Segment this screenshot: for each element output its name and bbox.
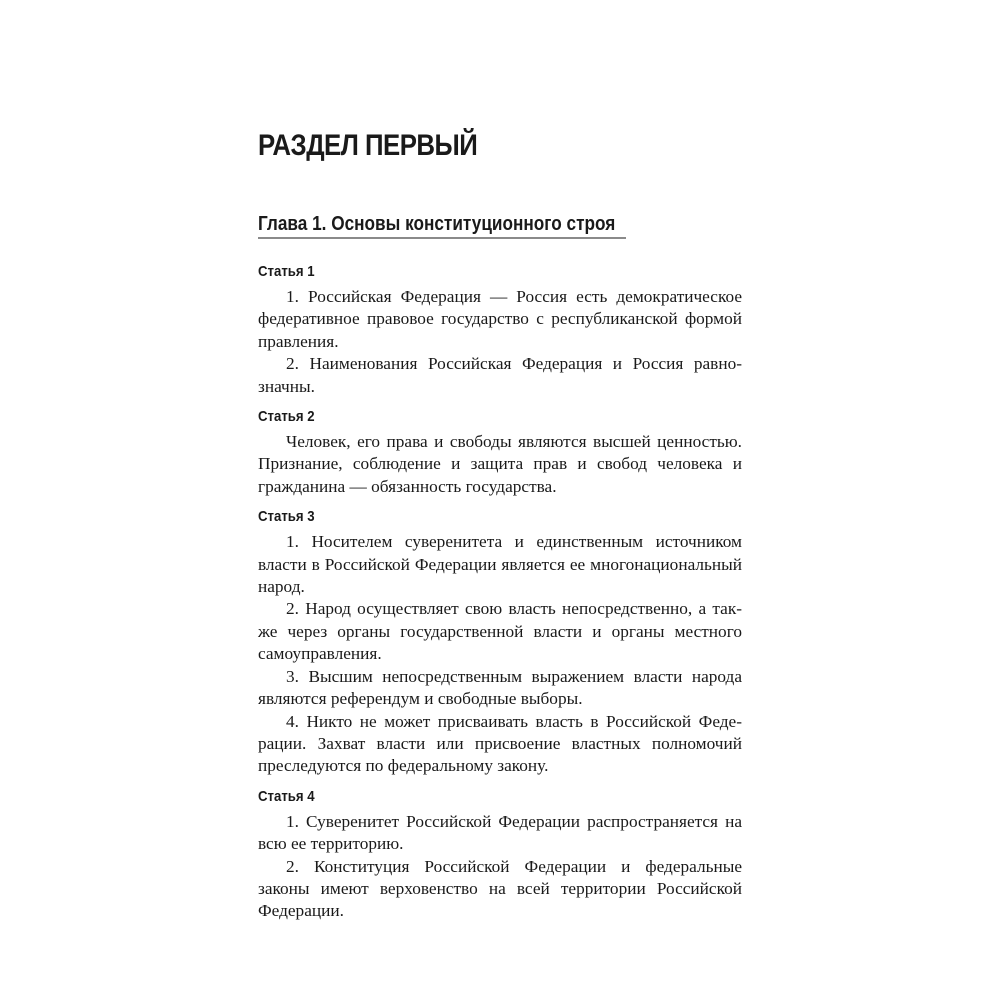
article-1 bbox=[258, 262, 742, 398]
article-paragraph: 2. Наименования Российская Федерация и Россия равнозначны. bbox=[258, 354, 742, 396]
article-paragraph: 1. Носителем суверенитета и единственным источником власти в Российской Федерации является ее многонациональный народ. bbox=[258, 532, 742, 597]
article-heading: Статья 2 bbox=[258, 408, 315, 426]
article-paragraph: 2. Конституция Российской Федерации и федеральные законы имеют верховенство на всей территории Российской Федерации. bbox=[258, 856, 742, 921]
article-3 bbox=[258, 507, 742, 777]
article-heading: Статья 4 bbox=[258, 787, 315, 805]
article-2 bbox=[258, 407, 742, 498]
chapter-title: Глава 1. Основы конституционного строя bbox=[258, 213, 616, 235]
article-4 bbox=[258, 787, 742, 923]
article-paragraph: 4. Никто не может присваивать власть в Российской Федерации. Захват власти или присвоение властных полномочий преследуются по федеральному закону. bbox=[258, 711, 742, 776]
chapter-underline bbox=[258, 237, 626, 239]
article-paragraph: 2. Народ осуществляет свою власть непосредственно, а также через органы государственной власти и органы местного самоуправления. bbox=[258, 599, 742, 664]
article-paragraph: 3. Высшим непосредственным выражением власти народа являются референдум и свободные выборы. bbox=[258, 666, 742, 709]
article-paragraph: 1. Российская Федерация — Россия есть демократическое федеративное правовое государство с республиканской формой правления. bbox=[258, 287, 742, 351]
document-body bbox=[258, 262, 742, 923]
article-paragraph: Человек, его права и свободы являются высшей ценностью. Признание, соблюдение и защита прав и свобод человека и гражданина — обязанность государства. bbox=[258, 432, 742, 496]
article-heading: Статья 1 bbox=[258, 263, 315, 280]
article-paragraph: 1. Суверенитет Российской Федерации распространяется на всю ее территорию. bbox=[258, 811, 742, 854]
section-title: РАЗДЕЛ ПЕРВЫЙ bbox=[258, 129, 478, 162]
article-heading: Статья 3 bbox=[258, 508, 315, 526]
